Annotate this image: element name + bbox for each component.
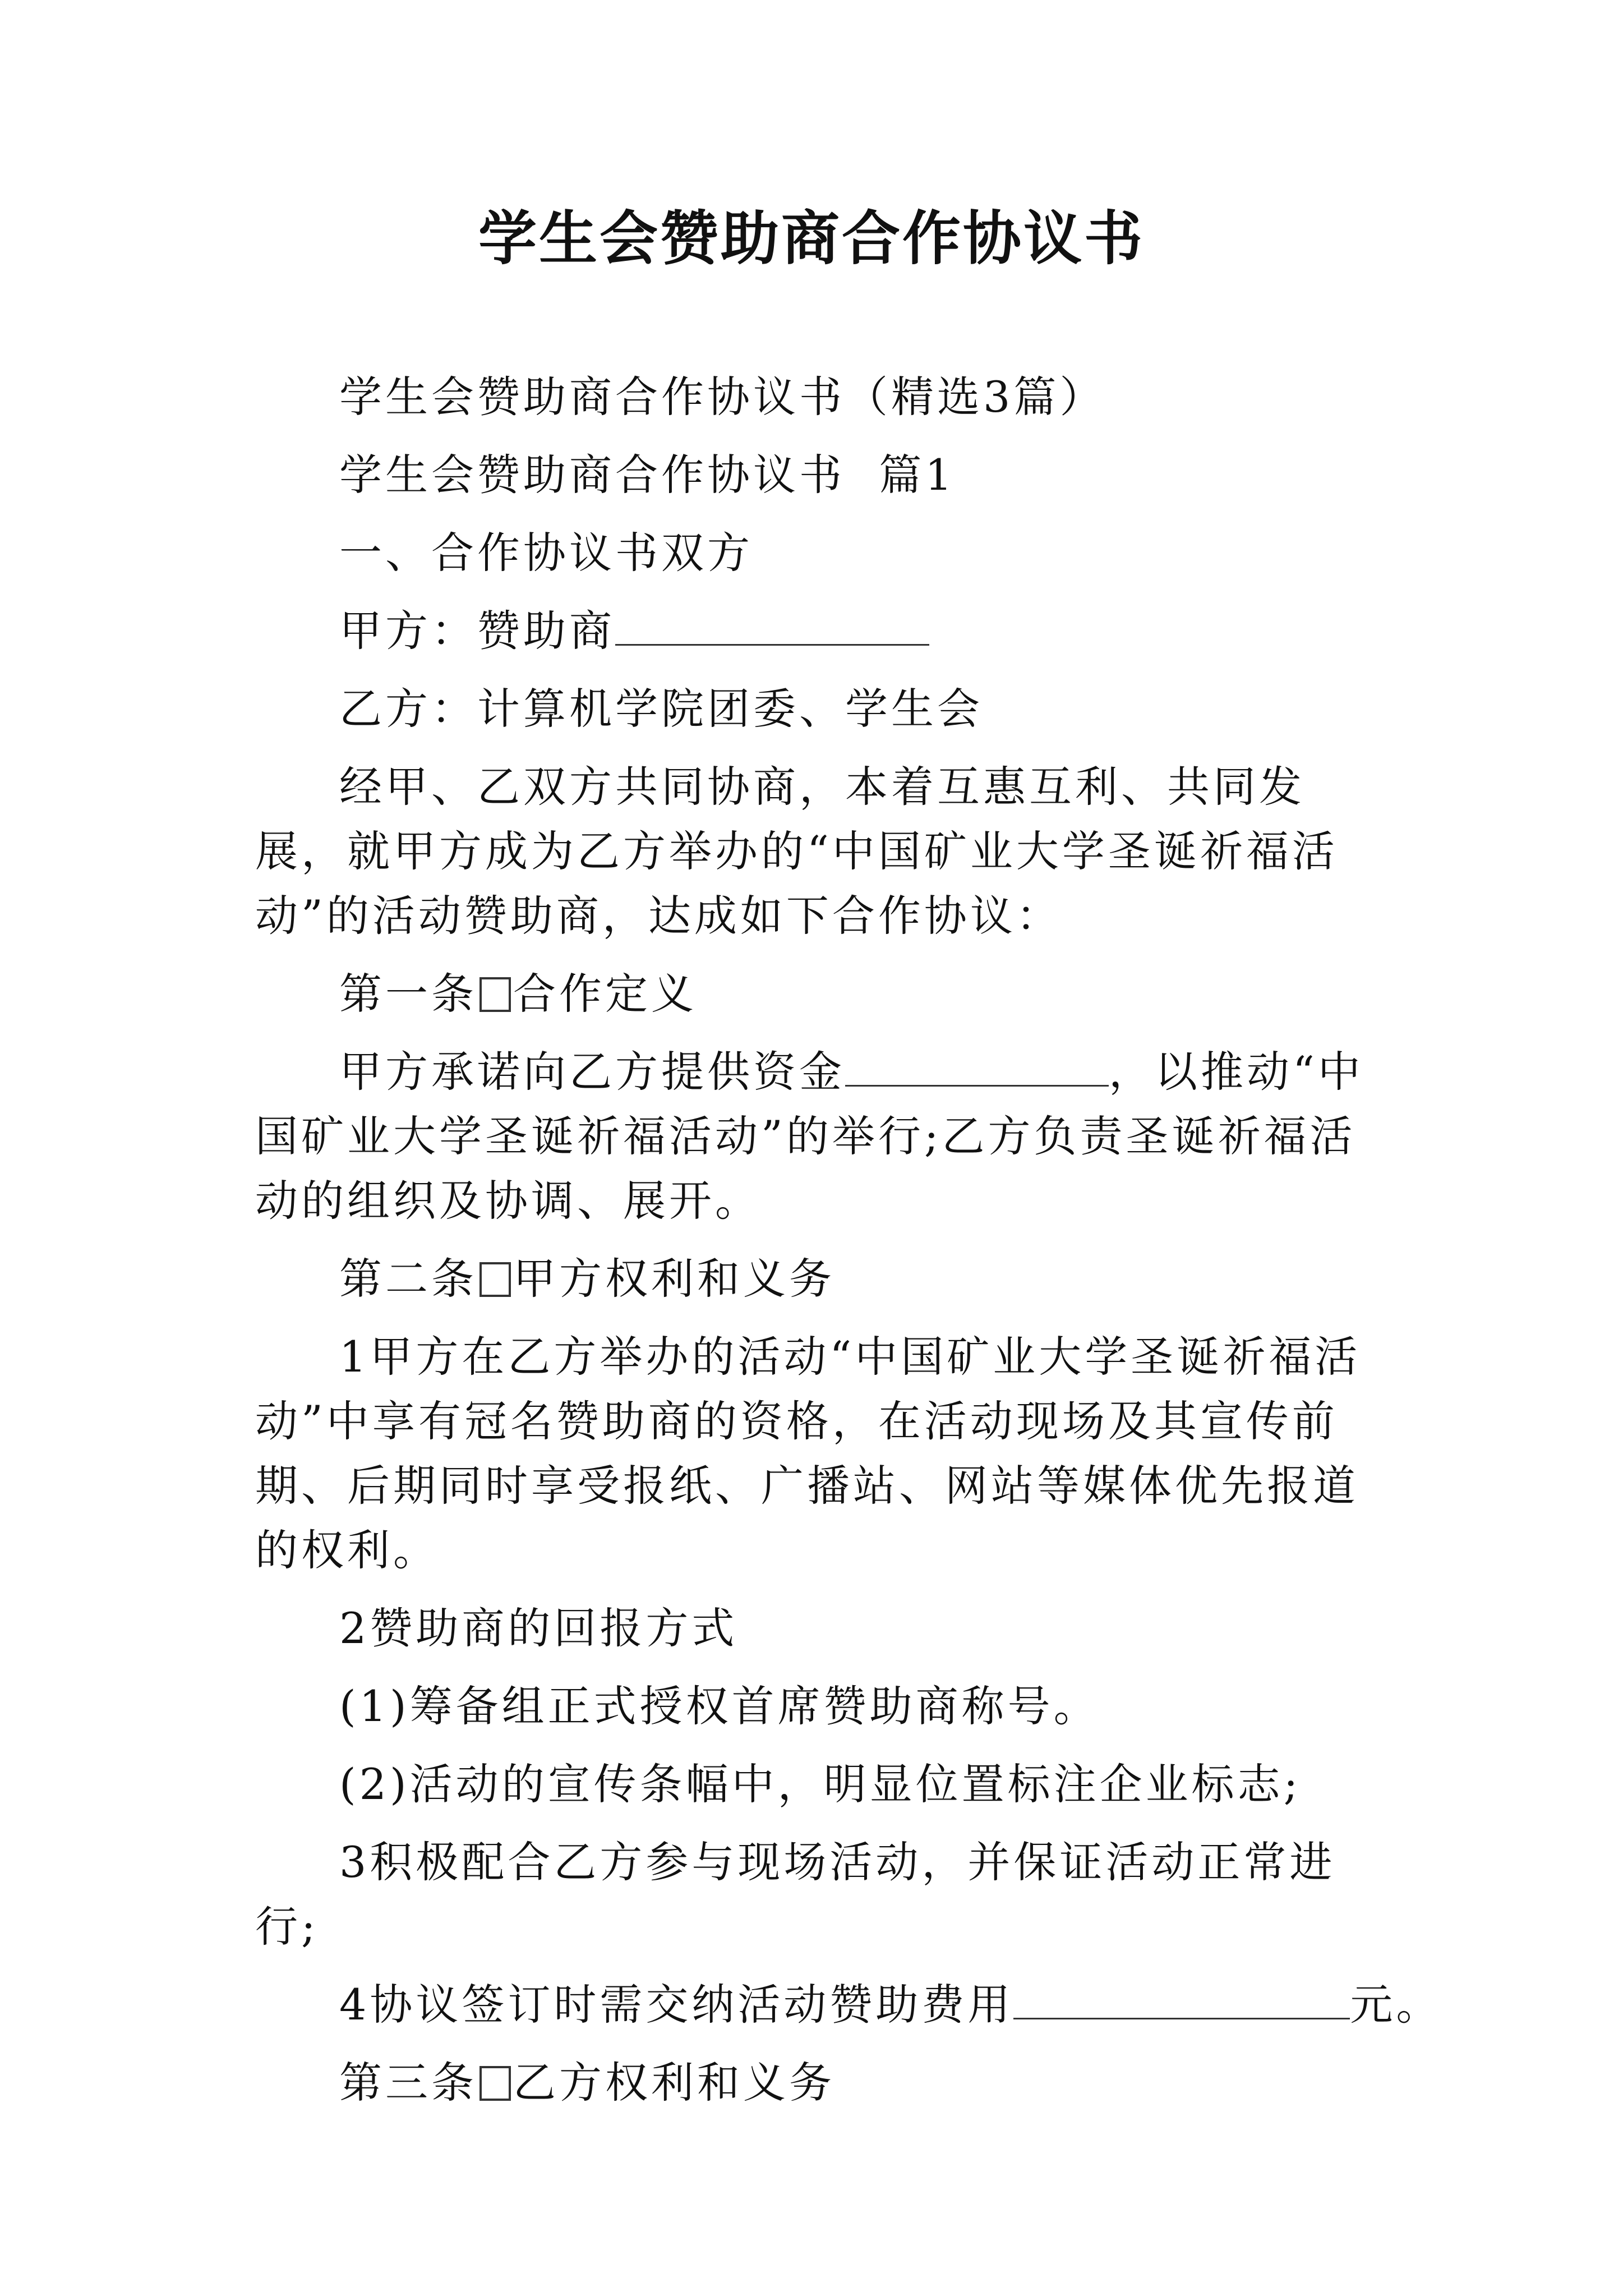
section-heading-parties: 一、合作协议书双方 xyxy=(339,528,753,578)
article-2-prefix: 第二条 xyxy=(339,1254,477,1304)
article-1-title: 合作定义 xyxy=(513,969,697,1019)
sponsorship-fee-blank xyxy=(1013,1978,1350,2019)
article-2-item-4-before: 4协议签订时需交纳活动赞助费用 xyxy=(339,1980,1014,2030)
article-3-heading xyxy=(255,2050,1377,2115)
placeholder-box-icon xyxy=(479,2066,511,2101)
article-2-item-2: 2赞助商的回报方式 xyxy=(339,1603,738,1653)
piece-heading: 学生会赞助商合作协议书 篇1 xyxy=(339,450,956,500)
article-2-item-2-2: (2)活动的宣传条幅中，明显位置标注企业标志; xyxy=(339,1759,1302,1809)
article-2-title: 甲方权利和义务 xyxy=(513,1254,835,1304)
fund-amount-blank xyxy=(845,1046,1109,1087)
article-2-item-4-after: 元。 xyxy=(1350,1980,1442,2030)
article-2-item-1: 1甲方在乙方举办的活动“中国矿业大学圣诞祈福活动”中享有冠名赞助商的资格，在活动现场及其宣传前期、后期同时享受报纸、广播站、网站等媒体优先报道的权利。 xyxy=(255,1332,1361,1575)
party-a-label: 甲方：赞助商 xyxy=(339,606,615,656)
document-title: 学生会赞助商合作协议书 xyxy=(478,204,1145,273)
article-2-heading xyxy=(255,1246,1377,1311)
subtitle-paragraph: 学生会赞助商合作协议书（精选3篇） xyxy=(339,372,1106,422)
document-body xyxy=(255,365,1442,2128)
article-2-item-3: 3积极配合乙方参与现场活动，并保证活动正常进行; xyxy=(255,1837,1336,1952)
sponsor-name-blank xyxy=(615,605,929,646)
placeholder-box-icon xyxy=(479,1262,511,1297)
article-2-item-4 xyxy=(255,1972,1442,2037)
placeholder-box-icon xyxy=(479,977,511,1012)
party-b-line: 乙方：计算机学院团委、学生会 xyxy=(339,684,983,734)
article-1-text-after: ，以推动“中国矿业大学圣诞祈福活动”的举行;乙方负责圣诞祈福活动的组织及协调、展开。 xyxy=(255,1047,1364,1226)
article-2-item-2-1: (1)筹备组正式授权首席赞助商称号。 xyxy=(339,1681,1100,1731)
party-a-line xyxy=(255,599,1377,663)
article-1-text-before: 甲方承诺向乙方提供资金 xyxy=(339,1047,845,1097)
article-1-prefix: 第一条 xyxy=(339,969,477,1019)
intro-paragraph: 经甲、乙双方共同协商，本着互惠互利、共同发展，就甲方成为乙方举办的“中国矿业大学圣诞祈福活动”的活动赞助商，达成如下合作协议： xyxy=(255,762,1338,941)
article-1-paragraph xyxy=(255,1039,1377,1233)
article-1-heading xyxy=(255,961,1377,1026)
article-3-prefix: 第三条 xyxy=(339,2058,477,2108)
article-3-title: 乙方权利和义务 xyxy=(513,2058,835,2108)
